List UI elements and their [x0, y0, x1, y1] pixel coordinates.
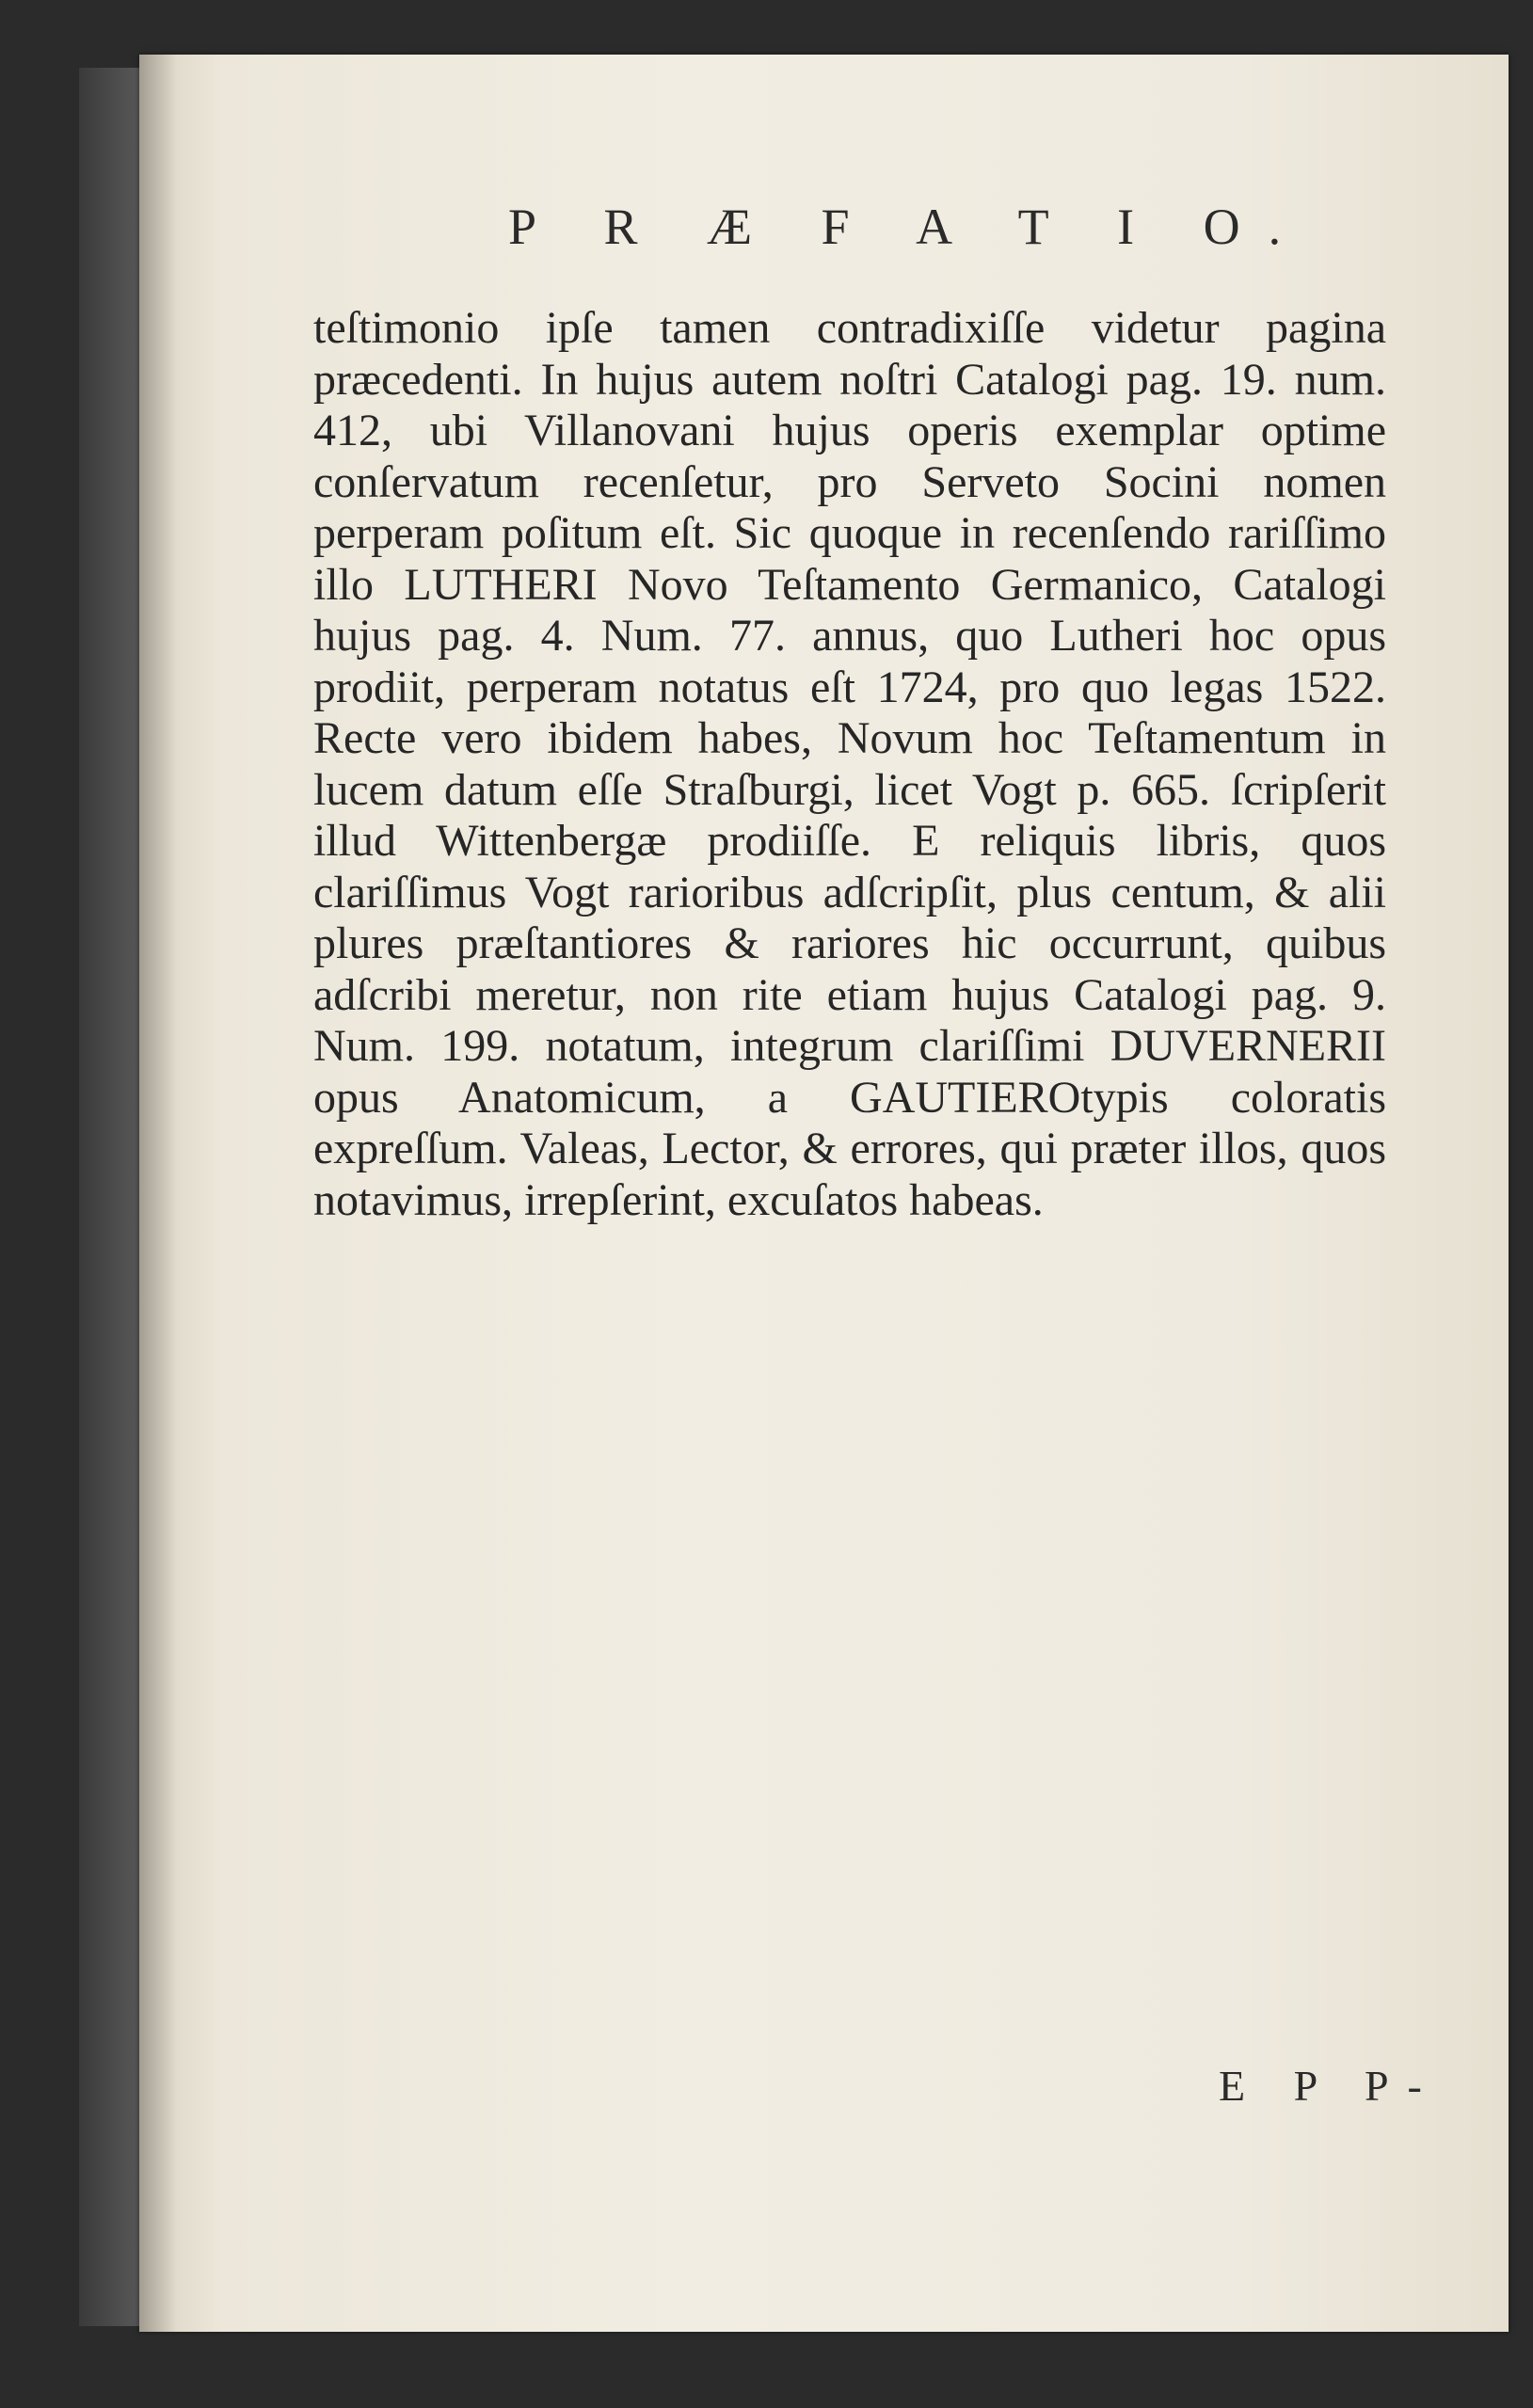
gutter-shadow [139, 55, 177, 2332]
body-paragraph: teſtimonio ipſe tamen contradixiſſe videtur pagina præcedenti. In hujus autem noſtri Catalogi pag. 19. num. 412, ubi Villanovani hujus operis exemplar optime conſervatum recenſetur, pro Serveto Socini nomen perperam poſitum eſt. Sic quoque in recenſendo rariſſimo illo LUTHERI Novo Teſtamento Germanico, Catalogi hujus pag. 4. Num. 77. annus, quo Lutheri hoc opus prodiit, perperam notatus eſt 1724, pro quo legas 1522. Recte vero ibidem habes, Novum hoc Teſtamentum in lucem datum eſſe Straſburgi, licet Vogt p. 665. ſcripſerit illud Wittenbergæ prodiiſſe. E reliquis libris, quos clariſſimus Vogt rarioribus adſcripſit, plus centum, & alii plures præſtantiores & rariores hic occurrunt, quibus adſcribi meretur, non rite etiam hujus Catalogi pag. 9. Num. 199. notatum, integrum clariſſimi DUVERNERII opus Anatomicum, a GAUTIEROtypis coloratis expreſſum. Valeas, Lector, & errores, qui præter illos, quos notavimus, irrepſerint, excuſatos habeas. [313, 303, 1386, 1225]
catchword: E P P- [1219, 2062, 1441, 2110]
body-text [313, 303, 1386, 1226]
running-head: P R Æ F A T I O. [508, 199, 1310, 255]
